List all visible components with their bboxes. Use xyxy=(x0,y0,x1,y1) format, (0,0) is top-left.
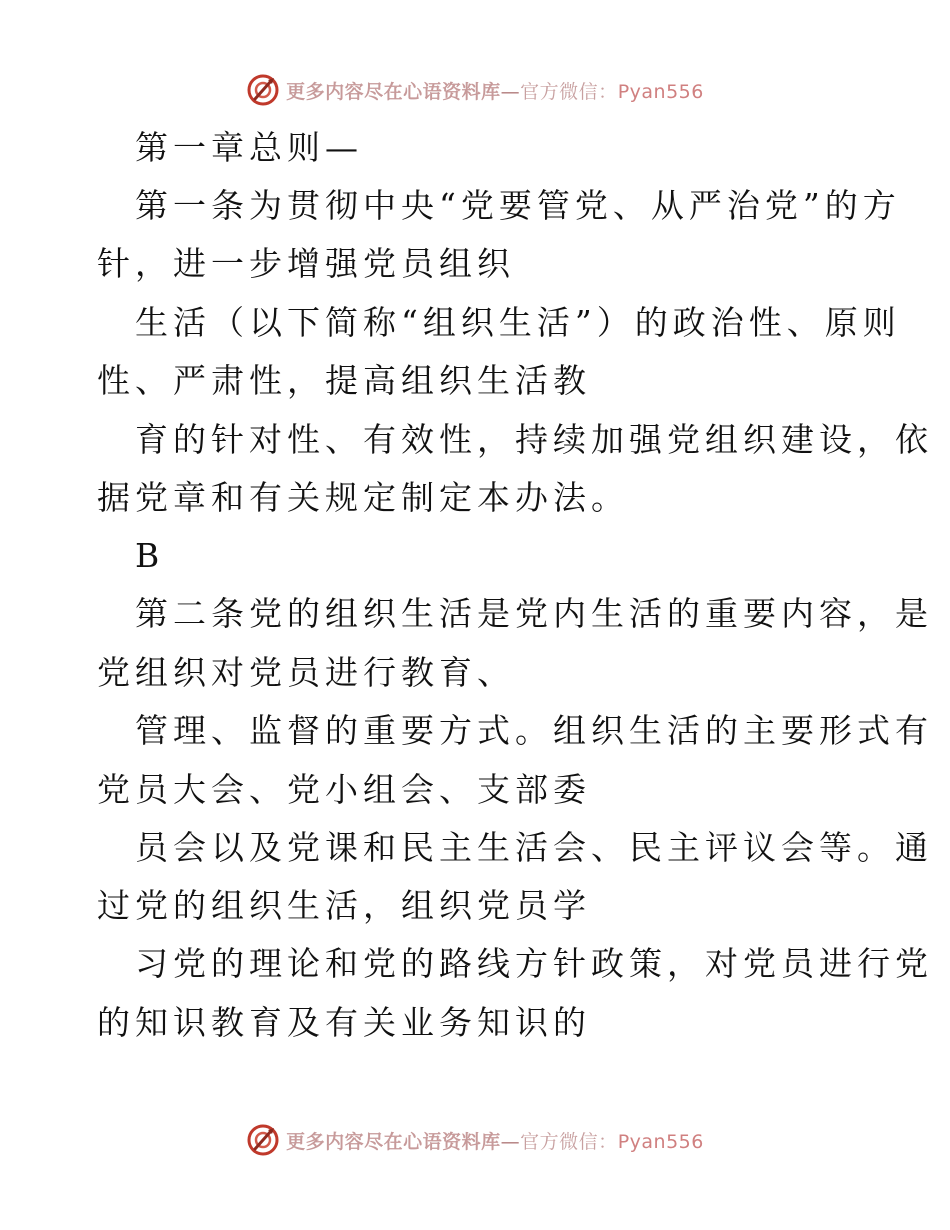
paragraph-line: 针，进一步增强党员组织 xyxy=(97,244,515,283)
paragraph-line: 第一条为贯彻中央“党要管党、从严治党”的方 xyxy=(135,186,901,225)
banner-separator: — xyxy=(500,1130,521,1153)
logo-icon xyxy=(246,1123,280,1157)
paragraph-line: 党员大会、党小组会、支部委 xyxy=(97,770,591,809)
paragraph-line: 第二条党的组织生活是党内生活的重要内容，是 xyxy=(135,594,933,633)
paragraph-line: 育的针对性、有效性，持续加强党组织建设，依 xyxy=(135,420,933,459)
paragraph-line: 过党的组织生活，组织党员学 xyxy=(97,886,591,925)
banner-main-text: 更多内容尽在心语资料库 xyxy=(286,80,501,103)
banner-wechat-id: Pyan556 xyxy=(617,80,704,103)
banner-label: 官方微信： xyxy=(520,1130,618,1153)
logo-icon xyxy=(246,73,280,107)
stray-letter: B xyxy=(135,536,165,575)
paragraph-line: 习党的理论和党的路线方针政策，对党员进行党 xyxy=(135,944,933,983)
paragraph-line: 生活（以下简称“组织生活”）的政治性、原则 xyxy=(135,303,901,342)
paragraph-line: 据党章和有关规定制定本办法。 xyxy=(97,478,629,517)
footer-banner xyxy=(0,1120,950,1160)
banner-wechat-id: Pyan556 xyxy=(617,1130,704,1153)
chapter-heading: 第一章总则— xyxy=(135,128,363,167)
paragraph-line: 员会以及党课和民主生活会、民主评议会等。通 xyxy=(135,828,933,867)
paragraph-line: 党组织对党员进行教育、 xyxy=(97,653,515,692)
banner-separator: — xyxy=(500,80,521,103)
banner-main-text: 更多内容尽在心语资料库 xyxy=(286,1130,501,1153)
paragraph-line: 的知识教育及有关业务知识的 xyxy=(97,1003,591,1042)
paragraph-line: 性、严肃性，提高组织生活教 xyxy=(97,361,591,400)
header-banner xyxy=(0,70,950,110)
banner-label: 官方微信： xyxy=(520,80,618,103)
paragraph-line: 管理、监督的重要方式。组织生活的主要形式有 xyxy=(135,711,933,750)
